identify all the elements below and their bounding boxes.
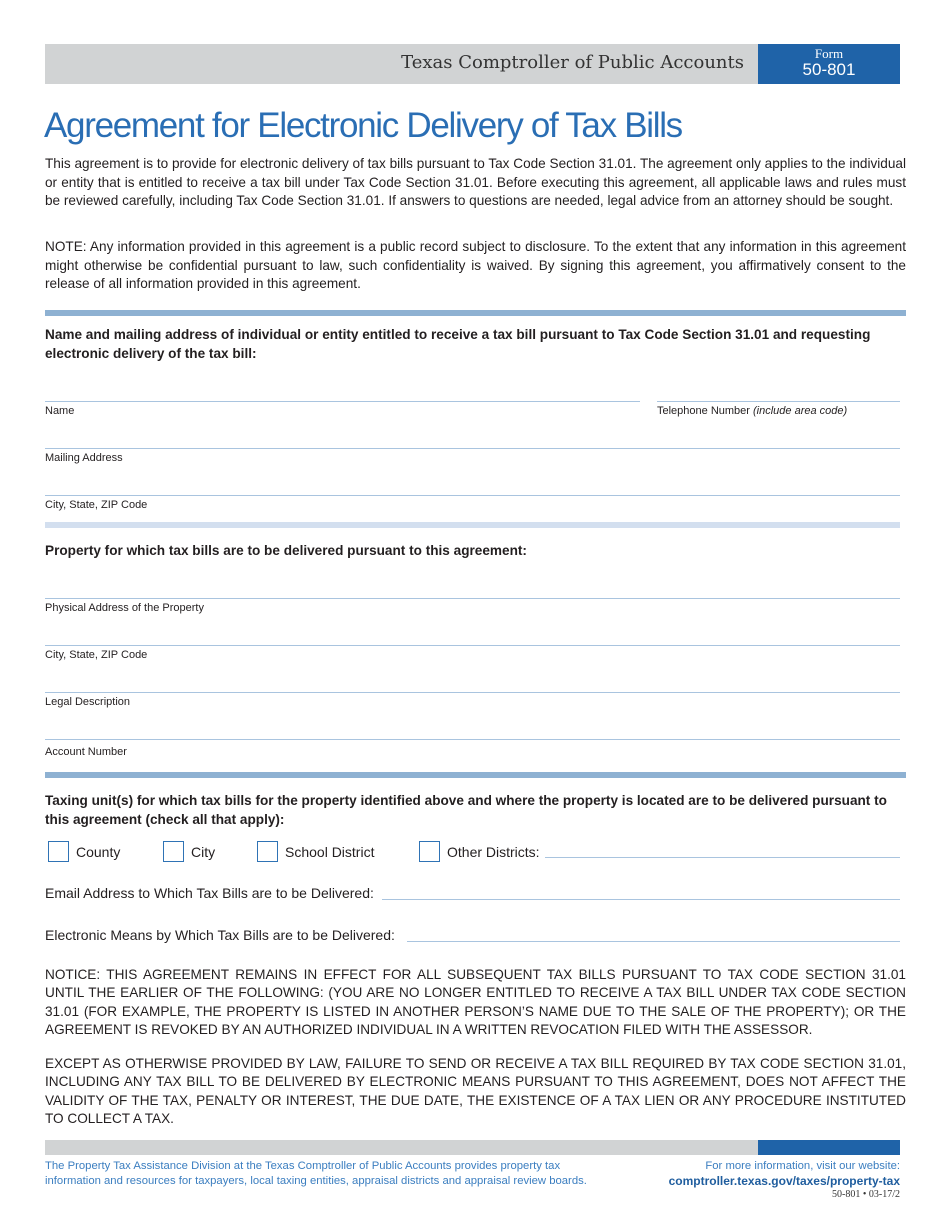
- footer-website-link[interactable]: comptroller.texas.gov/taxes/property-tax: [668, 1174, 900, 1188]
- other-districts-checkbox[interactable]: [419, 841, 440, 862]
- property-city-state-zip-label: City, State, ZIP Code: [45, 649, 148, 661]
- section2-heading: Property for which tax bills are to be delivered pursuant to this agreement:: [45, 543, 527, 558]
- mailing-address-field[interactable]: [45, 448, 900, 449]
- school-district-checkbox[interactable]: [257, 841, 278, 862]
- notice-paragraph: NOTICE: THIS AGREEMENT REMAINS IN EFFECT FOR ALL SUBSEQUENT TAX BILLS PURSUANT TO TAX CODE SECTION 31.01 UNTIL THE EARLIER OF THE FOLLOWING: (YOU ARE NO LONGER ENTITLED TO RECEIVE A TAX BILL UNDER TAX CODE SECTION 31.01 (FOR EXAMPLE, THE PROPERTY IS LISTED IN ANOTHER PERSON’S NAME DUE TO THE SALE OF THE PROPERTY); OR THE AGREEMENT IS REVOKED BY AN AUTHORIZED INDIVIDUAL IN A WRITTEN REVOCATION FILED WITH THE ASSESSOR.: [45, 967, 906, 1038]
- account-number-label: Account Number: [45, 746, 127, 758]
- section-divider: [45, 310, 906, 316]
- form-number: 50-801: [802, 60, 856, 79]
- section-divider: [45, 522, 900, 528]
- physical-address-label: Physical Address of the Property: [45, 602, 204, 614]
- county-label: County: [76, 844, 121, 860]
- mailing-address-label: Mailing Address: [45, 452, 123, 464]
- section3-heading: Taxing unit(s) for which tax bills for the property identified above and where the property is located are to be delivered pursuant to this agreement (check all that apply):: [45, 793, 887, 827]
- name-field[interactable]: [45, 401, 640, 402]
- footer-website: [669, 1159, 900, 1189]
- other-districts-label: Other Districts:: [447, 844, 540, 860]
- form-number-badge: [758, 44, 900, 84]
- physical-address-field[interactable]: [45, 598, 900, 599]
- legal-description-field[interactable]: [45, 692, 900, 693]
- owner-city-state-zip-field[interactable]: [45, 495, 900, 496]
- agency-name: Texas Comptroller of Public Accounts: [401, 52, 744, 73]
- city-checkbox[interactable]: [163, 841, 184, 862]
- intro-paragraph: This agreement is to provide for electronic delivery of tax bills pursuant to Tax Code Section 31.01. The agreement only applies to the individual or entity that is entitled to receive a tax bill under Tax Code Section 31.01. Before executing this agreement, all applicable laws and rules must be reviewed carefully, including Tax Code Section 31.01. If answers to questions are needed, legal advice from an attorney should be sought.: [45, 156, 906, 209]
- section1-heading: Name and mailing address of individual or entity entitled to receive a tax bill pursuant to Tax Code Section 31.01 and requesting electronic delivery of the tax bill:: [45, 327, 871, 361]
- county-checkbox[interactable]: [48, 841, 69, 862]
- email-address-field[interactable]: [382, 899, 900, 900]
- legal-description-label: Legal Description: [45, 696, 130, 708]
- footer-accent: [758, 1140, 900, 1155]
- telephone-label: Telephone Number (include area code): [657, 405, 848, 417]
- owner-city-state-zip-label: City, State, ZIP Code: [45, 499, 148, 511]
- footer-website-label: For more information, visit our website:: [705, 1160, 900, 1172]
- footer-bar: [45, 1140, 758, 1155]
- electronic-means-field[interactable]: [407, 941, 900, 942]
- section-divider: [45, 772, 906, 778]
- account-number-field[interactable]: [45, 739, 900, 740]
- page-title: Agreement for Electronic Delivery of Tax Bills: [44, 106, 682, 145]
- telephone-field[interactable]: [657, 401, 900, 402]
- name-label: Name: [45, 405, 75, 417]
- law-paragraph: EXCEPT AS OTHERWISE PROVIDED BY LAW, FAILURE TO SEND OR RECEIVE A TAX BILL REQUIRED BY TAX CODE SECTION 31.01, INCLUDING ANY TAX BILL TO BE DELIVERED BY ELECTRONIC MEANS PURSUANT TO THIS AGREEMENT, DOES NOT AFFECT THE VALIDITY OF THE TAX, PENALTY OR INTEREST, THE DUE DATE, THE EXISTENCE OF A TAX LIEN OR ANY PROCEDURE INSTITUTED TO COLLECT A TAX.: [45, 1056, 906, 1127]
- electronic-means-label: Electronic Means by Which Tax Bills are to be Delivered:: [45, 927, 395, 943]
- note-paragraph: NOTE: Any information provided in this agreement is a public record subject to disclosure. To the extent that any information in this agreement might otherwise be confidential pursuant to law, such confidentiality is waived. By signing this agreement, you affirmatively consent to the release of all information provided in this agreement.: [45, 239, 906, 292]
- other-districts-field[interactable]: [545, 857, 900, 858]
- footer-form-code: 50-801 • 03-17/2: [832, 1189, 900, 1200]
- form-label: Form: [814, 46, 844, 61]
- school-district-label: School District: [285, 844, 375, 860]
- property-city-state-zip-field[interactable]: [45, 645, 900, 646]
- email-address-label: Email Address to Which Tax Bills are to be Delivered:: [45, 885, 374, 901]
- city-label: City: [191, 844, 216, 860]
- footer-description: The Property Tax Assistance Division at the Texas Comptroller of Public Accounts provides property tax information and resources for taxpayers, local taxing entities, appraisal districts and appraisal review boards.: [45, 1160, 587, 1187]
